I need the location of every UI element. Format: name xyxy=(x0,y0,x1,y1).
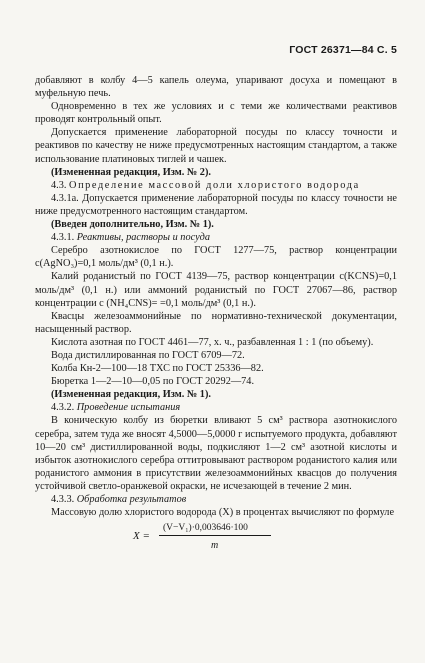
added-note: (Введен дополнительно, Изм. № 1). xyxy=(51,219,214,231)
page-header: ГОСТ 26371—84 С. 5 xyxy=(289,44,397,56)
section-number: 4.3. xyxy=(51,179,67,191)
section-heading-4-3-3 xyxy=(35,493,397,506)
paragraph-results: Массовую долю хлористого водорода (X) в процентах вычисляют по формуле xyxy=(51,507,395,519)
section-heading-4-3 xyxy=(35,179,397,192)
reagent-nitric-acid: Кислота азотная по ГОСТ 4461—77, х. ч., разбавленная 1 : 1 (по объему). xyxy=(51,336,374,348)
reagent-silver-nitrate: Серебро азотнокислое по ГОСТ 1277—75, раствор концентрации c(AgNO₃)=0,1 моль/дм³ (0,1 н.). xyxy=(35,245,397,270)
amendment-note: (Измененная редакция, Изм. № 2). xyxy=(51,166,211,178)
section-heading-4-3-2 xyxy=(35,401,397,414)
formula-lhs: X = xyxy=(133,530,150,543)
reagent-potassium-thiocyanate: Калий роданистый по ГОСТ 4139—75, раствор концентрации c(KCNS)=0,1 моль/дм³ (0,1 н.) или аммоний роданистый по ГОСТ 27067—86, раствор концентрации c (NH₄CNS)= =0,1 моль/дм³ (0,1 н.). xyxy=(35,271,397,309)
reagent-water: Вода дистиллированная по ГОСТ 6709—72. xyxy=(51,349,245,361)
paragraph-4-3-1a: 4.3.1а. Допускается применение лабораторной посуды по классу точности не ниже предусмотренного настоящим стандартом. xyxy=(35,192,397,217)
formula xyxy=(35,521,397,551)
reagent-alum: Квасцы железоаммонийные по нормативно-технической документации, насыщенный раствор. xyxy=(35,310,397,335)
paragraph-glassware: Допускается применение лабораторной посуды по классу точности и реактивов по качеству не ниже предусмотренных настоящим стандартом, а также использование платиновых тиглей и чашек. xyxy=(35,127,397,165)
amendment-note: (Измененная редакция, Изм. № 1). xyxy=(51,389,211,401)
paragraph-continuation: добавляют в колбу 4—5 капель олеума, упаривают досуха и помещают в муфельную печь. xyxy=(35,75,397,100)
section-heading-4-3-1 xyxy=(35,231,397,244)
section-number: 4.3.1. xyxy=(51,232,75,244)
section-title: Проведение испытания xyxy=(76,402,181,414)
fraction-bar xyxy=(159,535,271,536)
section-title: Обработка результатов xyxy=(76,494,187,505)
section-title: Реактивы, растворы и посуда xyxy=(76,232,211,244)
equipment-burette: Бюретка 1—2—10—0,05 по ГОСТ 20292—74. xyxy=(51,376,255,388)
section-title: Определение массовой доли хлористого водорода xyxy=(69,179,360,191)
section-number: 4.3.3. xyxy=(51,494,75,505)
formula-denominator: m xyxy=(211,540,219,552)
paragraph-procedure: В коническую колбу из бюретки вливают 5 см³ раствора азотнокислого серебра, затем туда же вносят 4,5000—5,0000 г испытуемого продукта, добавляют 10—20 см³ дистиллированной воды, подкисляют 1—2 см³ азотной кислоты и избыток азотнокислого серебра оттитровывают раствором роданистого калия или роданистого аммония в присутствии железоаммонийных квасцов до получения устойчивой светло-оранжевой окраски, не исчезающей в течение 2 мин. xyxy=(35,415,397,492)
equipment-flask: Колба Кн-2—100—18 ТХС по ГОСТ 25336—82. xyxy=(51,363,264,375)
section-number: 4.3.2. xyxy=(51,402,75,414)
paragraph-control-test: Одновременно в тех же условиях и с теми же количествами реактивов проводят контрольный опыт. xyxy=(35,101,397,126)
formula-numerator: (V−V₁)·0,003646·100 xyxy=(163,523,248,534)
document-body xyxy=(35,74,397,551)
